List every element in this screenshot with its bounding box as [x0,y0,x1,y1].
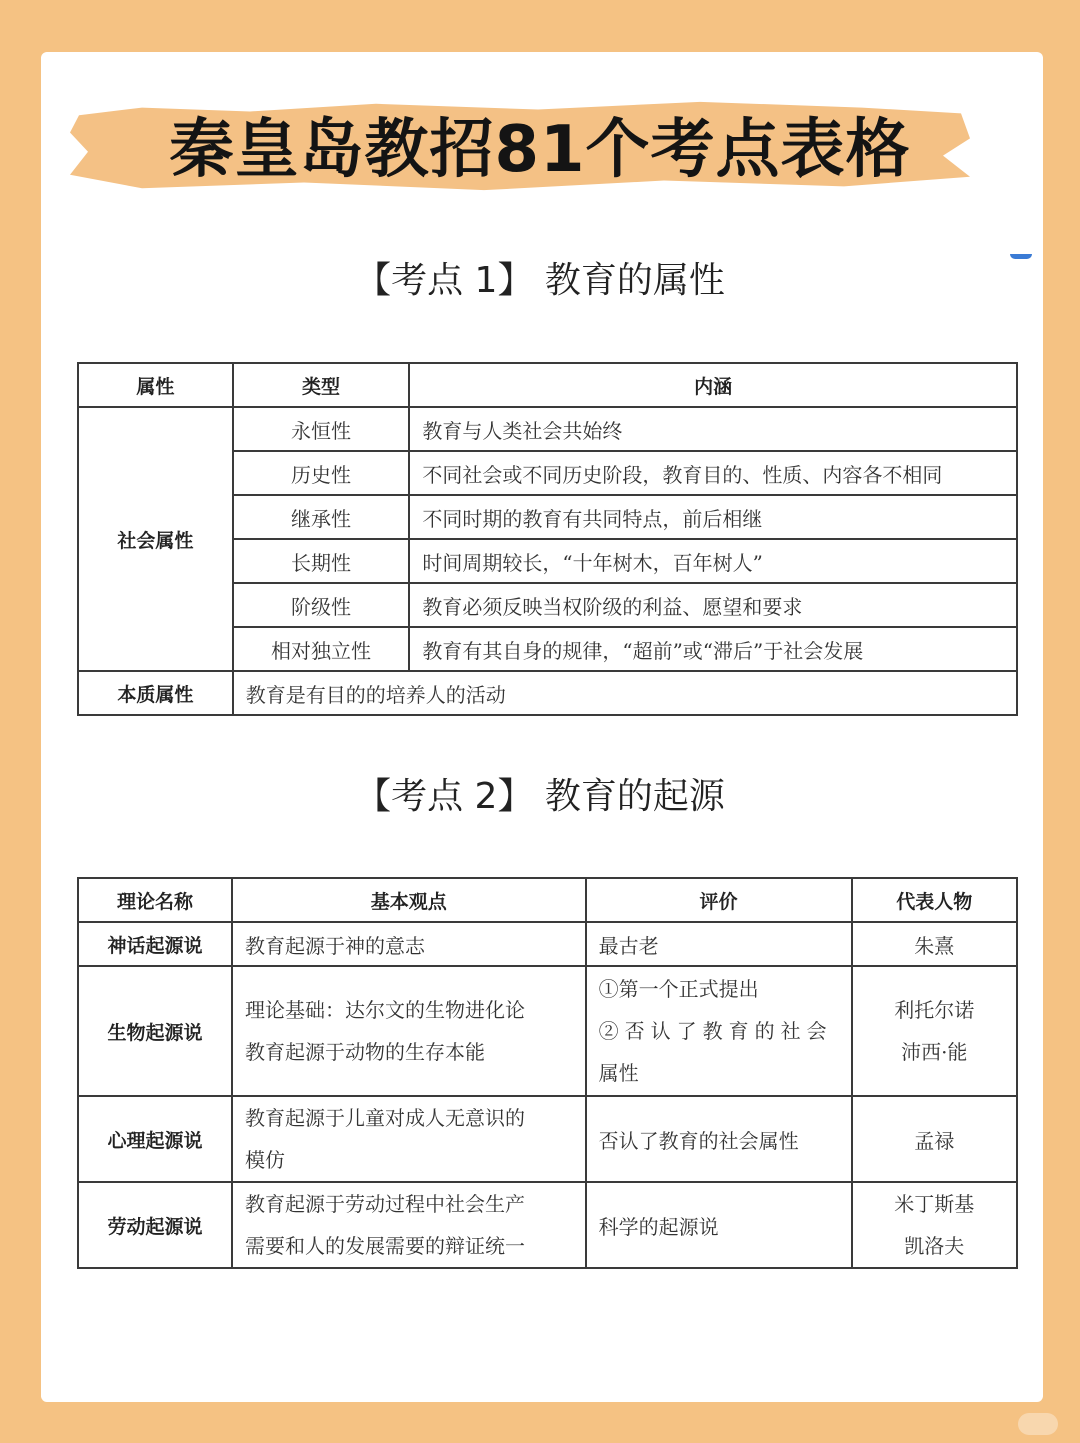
view-cell: 教育起源于神的意志 [232,922,586,966]
people-cell: 朱熹 [852,922,1017,966]
table-header-row [78,878,1017,922]
people-cell: 孟禄 [852,1096,1017,1182]
theory-name: 劳动起源说 [78,1182,232,1268]
content-cell: 教育必须反映当权阶级的利益、愿望和要求 [409,583,1017,627]
table-row [78,1182,1017,1268]
evaluation-line: ②否认了教育的社会 [598,1019,833,1043]
type-cell: 长期性 [233,539,410,583]
header-theory: 理论名称 [78,878,232,922]
watermark [1018,1413,1058,1435]
person-name: 利托尔诺 [894,998,975,1022]
theory-name: 神话起源说 [78,922,232,966]
header-people: 代表人物 [852,878,1017,922]
content-cell: 时间周期较长，“十年树木，百年树人” [409,539,1017,583]
table-row [78,407,1017,451]
header-evaluation: 评价 [586,878,852,922]
content-cell: 教育与人类社会共始终 [409,407,1017,451]
view-line: 教育起源于儿童对成人无意识的 [245,1106,526,1130]
people-cell [852,966,1017,1096]
person-name: 沛西·能 [901,1040,968,1064]
content-cell: 教育有其自身的规律，“超前”或“滞后”于社会发展 [409,627,1017,671]
person-name: 凯洛夫 [904,1234,965,1258]
origin-table [77,877,1018,1269]
content-cell: 不同社会或不同历史阶段，教育目的、性质、内容各不相同 [409,451,1017,495]
attributes-table [77,362,1018,716]
section1-title: 【考点 1】 教育的属性 [355,260,725,301]
table-row [78,922,1017,966]
theory-name: 心理起源说 [78,1096,232,1182]
evaluation-cell: 科学的起源说 [586,1182,852,1268]
people-cell [852,1182,1017,1268]
header-content: 内涵 [409,363,1017,407]
essence-content: 教育是有目的的培养人的活动 [233,671,1017,715]
table-row [78,1096,1017,1182]
type-cell: 永恒性 [233,407,410,451]
page-title: 秦皇岛教招81个考点表格 [169,113,911,187]
type-cell: 继承性 [233,495,410,539]
section2-title: 【考点 2】 教育的起源 [355,776,725,817]
evaluation-cell: 否认了教育的社会属性 [586,1096,852,1182]
view-cell [232,966,586,1096]
type-cell: 阶级性 [233,583,410,627]
header-view: 基本观点 [232,878,586,922]
header-attribute: 属性 [78,363,233,407]
evaluation-cell [586,966,852,1096]
evaluation-line: ①第一个正式提出 [598,977,759,1001]
social-attribute-label: 社会属性 [78,407,233,671]
view-line: 教育起源于劳动过程中社会生产 [245,1192,526,1216]
type-cell: 相对独立性 [233,627,410,671]
view-line: 模仿 [245,1148,286,1172]
evaluation-line: 属性 [598,1061,639,1085]
table-row [78,671,1017,715]
table-header-row [78,363,1017,407]
content-cell: 不同时期的教育有共同特点，前后相继 [409,495,1017,539]
view-line: 需要和人的发展需要的辩证统一 [245,1234,526,1258]
type-cell: 历史性 [233,451,410,495]
theory-name: 生物起源说 [78,966,232,1096]
view-cell [232,1182,586,1268]
view-line: 理论基础：达尔文的生物进化论 [245,998,526,1022]
view-line: 教育起源于动物的生存本能 [245,1040,486,1064]
view-cell [232,1096,586,1182]
header-type: 类型 [233,363,410,407]
essence-attribute-label: 本质属性 [78,671,233,715]
evaluation-cell: 最古老 [586,922,852,966]
table-row [78,966,1017,1096]
person-name: 米丁斯基 [894,1192,975,1216]
